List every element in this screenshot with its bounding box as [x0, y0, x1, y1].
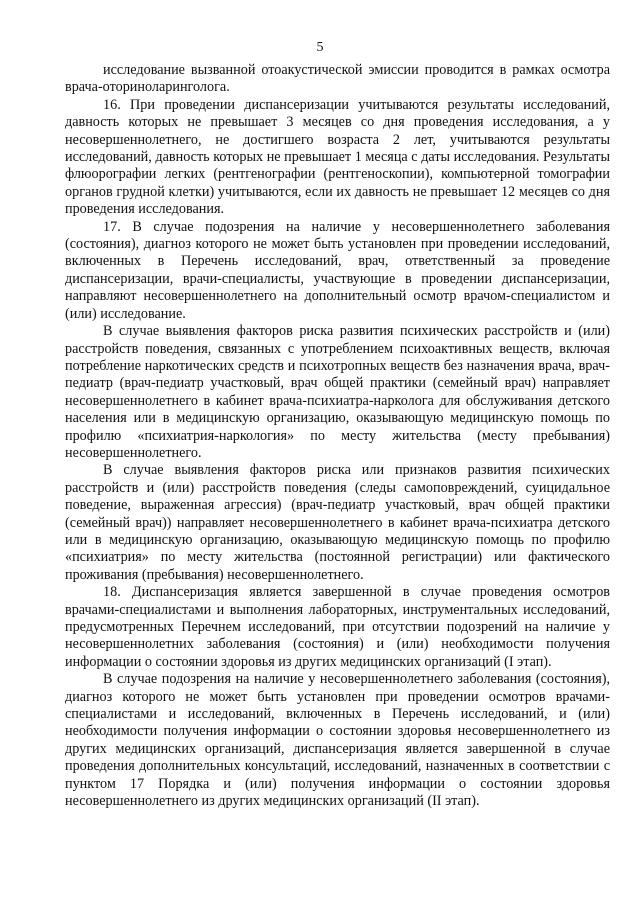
paragraph-16: 16. При проведении диспансеризации учитываются результаты исследований, давность которых не превышает 3 месяцев со дня проведения исследования, а у несовершеннолетнего, не достигшего возраста 2 лет, учитываются результаты исследований, давность которых не превышает 1 месяца с даты исследования. Результаты флюорографии легких (рентгенографии (рентгеноскопии), компьютерной томографии органов грудной клетки) учитываются, если их давность не превышает 12 месяцев со дня проведения исследования. [65, 96, 610, 218]
paragraph-17-psychiatry: В случае выявления факторов риска или признаков развития психических расстройств и (или) расстройств поведения (следы самоповреждений, суицидальное поведение, выраженная агрессия) (врач-педиатр участковый, врач общей практики (семейный врач)) направляет несовершеннолетнего в кабинет врача-психиатра детского или в медицинскую организацию, оказывающую медицинскую помощь по профилю «психиатрия» по месту жительства (постоянной регистрации) или фактического проживания (пребывания) несовершеннолетнего. [65, 462, 610, 583]
paragraph-17: 17. В случае подозрения на наличие у несовершеннолетнего заболевания (состояния), диагноз которого не может быть установлен при проведении исследований, включенных в Перечень исследований, врач, ответственный за проведение диспансеризации, врачи-специалисты, участвующие в проведении диспансеризации, направляют несовершеннолетнего на дополнительный осмотр врачом-специалистом и (или) исследование. [65, 218, 610, 322]
paragraph-continuation: исследование вызванной отоакустической эмиссии проводится в рамках осмотра врача-оториноларинголога. [65, 62, 610, 96]
paragraph-18-second-stage: В случае подозрения на наличие у несовершеннолетнего заболевания (состояния), диагноз которого не может быть установлен при проведении осмотров врачами-специалистами и исследований, включенных в Перечень исследований, и (или) необходимости получения информации о состоянии здоровья несовершеннолетнего из других медицинских организаций, диспансеризация является завершенной в случае проведения дополнительных консультаций, исследований, назначенных в соответствии с пунктом 17 Порядка и (или) получения информации о состоянии здоровья несовершеннолетнего из других медицинских организаций (II этап). [65, 671, 610, 810]
document-body [65, 62, 610, 810]
paragraph-18: 18. Диспансеризация является завершенной в случае проведения осмотров врачами-специалистами и выполнения лабораторных, инструментальных исследований, предусмотренных Перечнем исследований, при отсутствии подозрений на наличие у несовершеннолетних заболевания (состояния) и (или) необходимости получения информации о состоянии здоровья из других медицинских организаций (I этап). [65, 584, 610, 670]
page-number: 5 [316, 40, 324, 55]
paragraph-17-narcology: В случае выявления факторов риска развития психических расстройств и (или) расстройств поведения, связанных с употреблением психоактивных веществ, включая потребление наркотических средств и психотропных веществ без назначения врача, врач-педиатр (врач-педиатр участковый, врач общей практики (семейный врач) направляет несовершеннолетнего в кабинет врача-психиатра-нарколога для обслуживания детского населения или в медицинскую организацию, оказывающую медицинскую помощь по профилю «психиатрия-наркология» по месту жительства (месту пребывания) несовершеннолетнего. [65, 323, 610, 461]
